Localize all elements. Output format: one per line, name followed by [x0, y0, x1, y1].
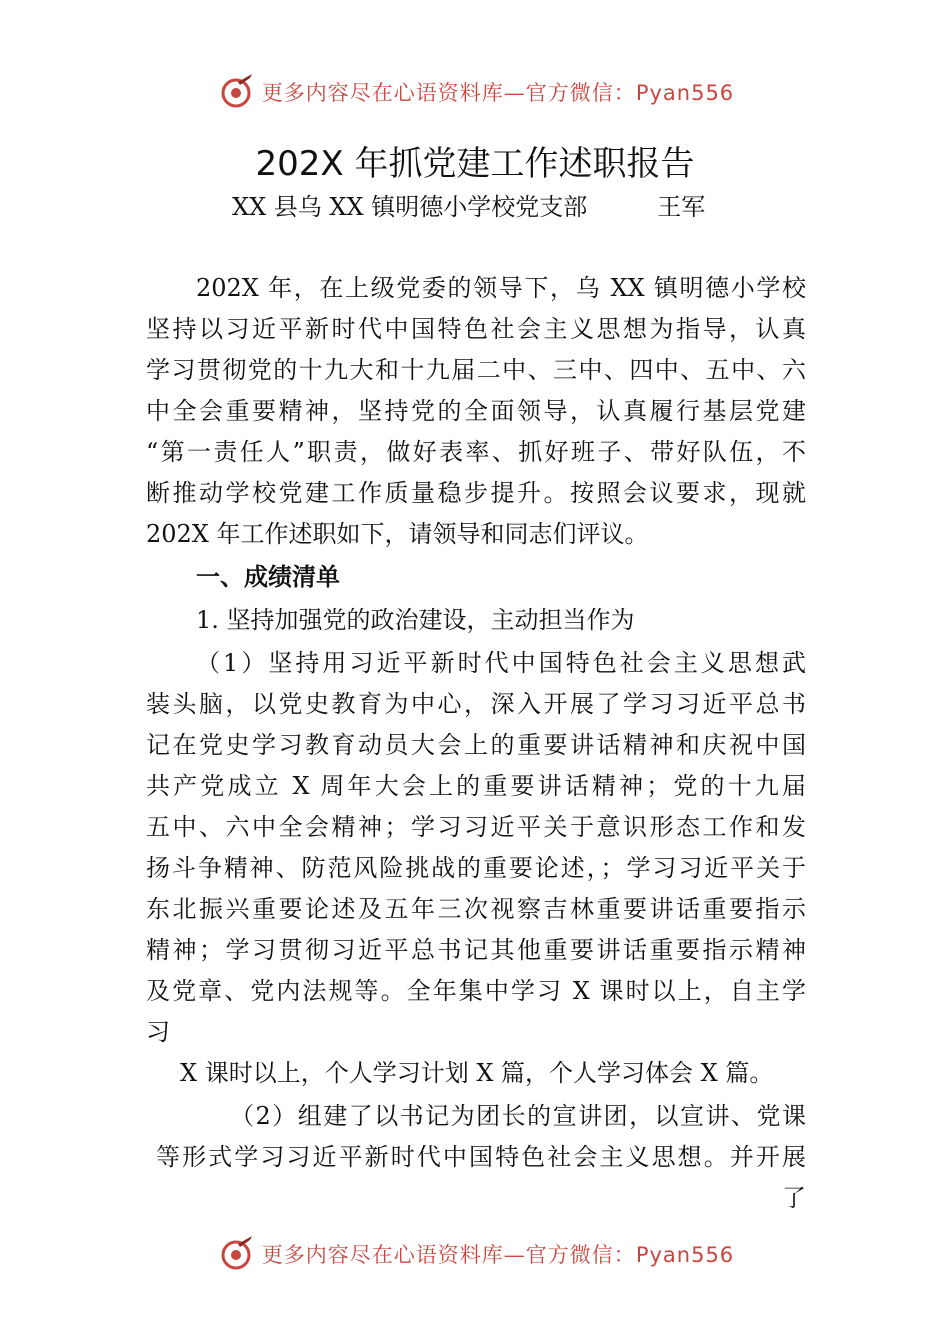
- subsection-heading: 1. 坚持加强党的政治建设，主动担当作为: [196, 606, 635, 634]
- watermark-wechat-id: Pyan556: [635, 81, 735, 105]
- paragraph-line: 习: [146, 1018, 170, 1046]
- watermark-label: 更多内容尽在心语资料库—官方微信：: [261, 1243, 636, 1267]
- paragraph-line: 坚持以习近平新时代中国特色社会主义思想为指导，认真: [146, 315, 806, 343]
- paragraph-line: 共产党成立 X 周年大会上的重要讲话精神；党的十九届: [146, 772, 806, 800]
- paragraph-line: 等形式学习习近平新时代中国特色社会主义思想。并开展: [156, 1143, 806, 1171]
- paragraph-line: 学习贯彻党的十九大和十九届二中、三中、四中、五中、六: [146, 356, 806, 384]
- brush-logo-icon: [216, 72, 256, 112]
- paragraph-line: 202X 年，在上级党委的领导下，乌 XX 镇明德小学校: [196, 274, 806, 302]
- watermark-label: 更多内容尽在心语资料库—官方微信：: [261, 81, 636, 105]
- document-byline: [232, 190, 705, 224]
- author-name: 王军: [657, 193, 706, 221]
- brush-logo-icon: [216, 1234, 256, 1274]
- paragraph-line: 精神；学习贯彻习近平总书记其他重要讲话重要指示精神: [146, 936, 806, 964]
- paragraph-line: （2）组建了以书记为团长的宣讲团，以宣讲、党课: [230, 1102, 806, 1130]
- watermark-header: [0, 70, 950, 114]
- document-title: 202X 年抓党建工作述职报告: [255, 144, 695, 184]
- paragraph-line: 及党章、党内法规等。全年集中学习 X 课时以上，自主学: [146, 977, 806, 1005]
- paragraph-line: 了: [782, 1184, 806, 1212]
- paragraph-line: 扬斗争精神、防范风险挑战的重要论述，；学习习近平关于: [146, 854, 806, 882]
- organization-name: XX 县乌 XX 镇明德小学校党支部: [232, 193, 588, 221]
- paragraph-line: 装头脑，以党史教育为中心，深入开展了学习习近平总书: [146, 690, 806, 718]
- paragraph-line: 202X 年工作述职如下，请领导和同志们评议。: [146, 520, 649, 548]
- paragraph-line: 中全会重要精神，坚持党的全面领导，认真履行基层党建: [146, 397, 806, 425]
- watermark-text: [262, 77, 734, 107]
- paragraph-line: X 课时以上，个人学习计划 X 篇，个人学习体会 X 篇。: [180, 1059, 774, 1087]
- paragraph-line: 断推动学校党建工作质量稳步提升。按照会议要求，现就: [146, 479, 806, 507]
- section-heading: 一、成绩清单: [196, 563, 340, 591]
- paragraph-line: 五中、六中全会精神；学习习近平关于意识形态工作和发: [146, 813, 806, 841]
- paragraph-line: 记在党史学习教育动员大会上的重要讲话精神和庆祝中国: [146, 731, 806, 759]
- watermark-wechat-id: Pyan556: [635, 1243, 735, 1267]
- paragraph-line: 东北振兴重要论述及五年三次视察吉林重要讲话重要指示: [146, 895, 806, 923]
- paragraph-line: “第一责任人”职责，做好表率、抓好班子、带好队伍，不: [146, 438, 806, 466]
- paragraph-line: （1）坚持用习近平新时代中国特色社会主义思想武: [196, 649, 806, 677]
- watermark-text: [262, 1239, 734, 1269]
- watermark-footer: [0, 1232, 950, 1276]
